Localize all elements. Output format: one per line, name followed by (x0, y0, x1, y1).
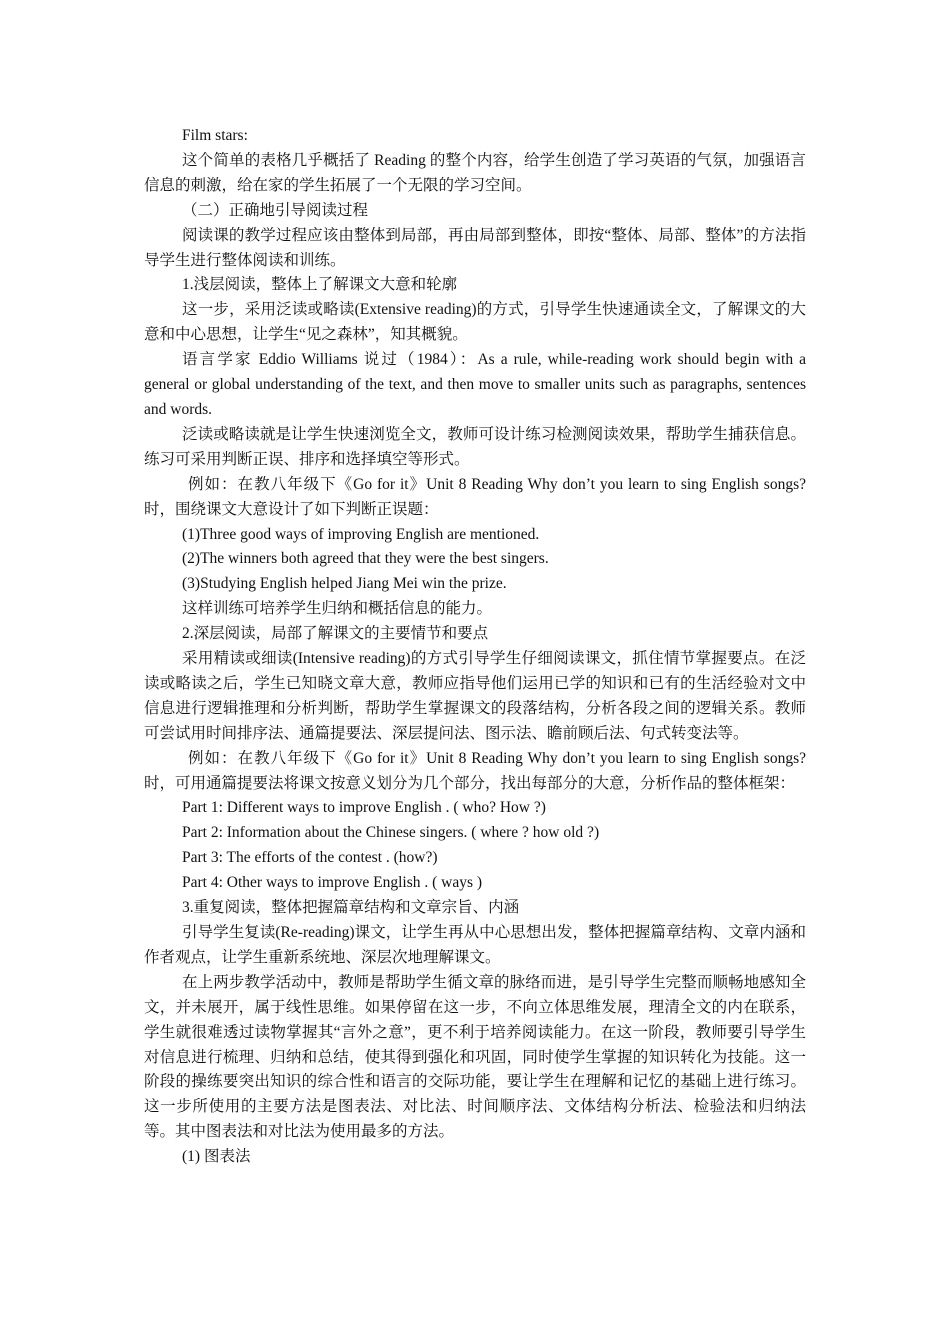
heading-deep-reading: 2.深层阅读，局部了解课文的主要情节和要点 (182, 625, 489, 643)
list-item-part-4: Part 4: Other ways to improve English . ( ways ) (182, 874, 483, 892)
paragraph-film-stars: Film stars: (182, 127, 248, 144)
document-body (144, 124, 806, 1170)
paragraph-extensive-reading: 这一步，采用泛读或略读(Extensive reading)的方式，引导学生快速通读全文，了解课文的大意和中心思想，让学生“见之森林”，知其概貌。 (144, 301, 806, 344)
heading-chart-method: (1) 图表法 (182, 1148, 251, 1166)
paragraph-example-1: 例如：在教八年级下《Go for it》Unit 8 Reading Why don’t you learn to sing English songs?时，围绕课文大意设计了如下判断正误题： (144, 475, 806, 518)
paragraph-example-2: 例如：在教八年级下《Go for it》Unit 8 Reading Why don’t you learn to sing English songs?时，可用通篇提要法将课文按意义划分为几个部分，找出每部分的大意，分析作品的整体框架： (144, 749, 806, 792)
paragraph-re-reading: 引导学生复读(Re-reading)课文，让学生再从中心思想出发，整体把握篇章结构、文章内涵和作者观点，让学生重新系统地、深层次地理解课文。 (144, 924, 806, 966)
paragraph-teaching-activities: 在上两步教学活动中，教师是帮助学生循文章的脉络而进，是引导学生完整而顺畅地感知全文，并未展开，属于线性思维。如果停留在这一步，不向立体思维发展，理清全文的内在联系，学生就很难透过读物掌握其“言外之意”，更不利于培养阅读能力。在这一阶段，教师要引导学生对信息进行梳理、归纳和总结，使其得到强化和巩固，同时使学生掌握的知识转化为技能。这一阶段的操练要突出知识的综合性和语言的交际功能，要让学生在理解和记忆的基础上进行练习。这一步所使用的主要方法是图表法、对比法、时间顺序法、文体结构分析法、检验法和归纳法等。其中图表法和对比法为使用最多的方法。 (144, 973, 806, 1141)
list-item-part-3: Part 3: The efforts of the contest . (how?) (182, 849, 438, 867)
heading-shallow-reading: 1.浅层阅读，整体上了解课文大意和轮廓 (182, 276, 458, 294)
list-item-tf-1: (1)Three good ways of improving English are mentioned. (182, 525, 540, 543)
paragraph-skimming: 泛读或略读就是让学生快速浏览全文，教师可设计练习检测阅读效果，帮助学生捕获信息。练习可采用判断正误、排序和选择填空等形式。 (144, 425, 806, 468)
paragraph-intensive-reading: 采用精读或细读(Intensive reading)的方式引导学生仔细阅读课文，抓住情节掌握要点。在泛读或略读之后，学生已知晓文章大意，教师应指导他们运用已学的知识和已有的生活经验对文中信息进行逻辑推理和分析判断，帮助学生掌握课文的段落结构，分析各段之间的逻辑关系。教师可尝试用时间排序法、通篇提要法、深层提问法、图示法、瞻前顾后法、句式转变法等。 (144, 650, 806, 742)
list-item-tf-2: (2)The winners both agreed that they were the best singers. (182, 550, 549, 568)
heading-repeated-reading: 3.重复阅读，整体把握篇章结构和文章宗旨、内涵 (182, 899, 520, 917)
paragraph-williams-quote: 语言学家 Eddio Williams 说过（1984）：As a rule, while-reading work should begin with a general or global understanding of the text, and then move to smaller units such as paragraphs, sentences and words. (144, 351, 806, 418)
section-heading-guide-reading: （二）正确地引导阅读过程 (182, 201, 369, 219)
paragraph-training-ability: 这样训练可培养学生归纳和概括信息的能力。 (182, 600, 493, 618)
list-item-part-1: Part 1: Different ways to improve English . ( who? How ?) (182, 799, 546, 817)
paragraph-table-summary: 这个简单的表格几乎概括了 Reading 的整个内容，给学生创造了学习英语的气氛，加强语言信息的刺激，给在家的学生拓展了一个无限的学习空间。 (144, 151, 806, 194)
list-item-part-2: Part 2: Information about the Chinese singers. ( where ? how old ?) (182, 824, 600, 842)
list-item-tf-3: (3)Studying English helped Jiang Mei win the prize. (182, 575, 507, 593)
paragraph-reading-process: 阅读课的教学过程应该由整体到局部，再由局部到整体，即按“整体、局部、整体”的方法指导学生进行整体阅读和训练。 (144, 226, 806, 269)
